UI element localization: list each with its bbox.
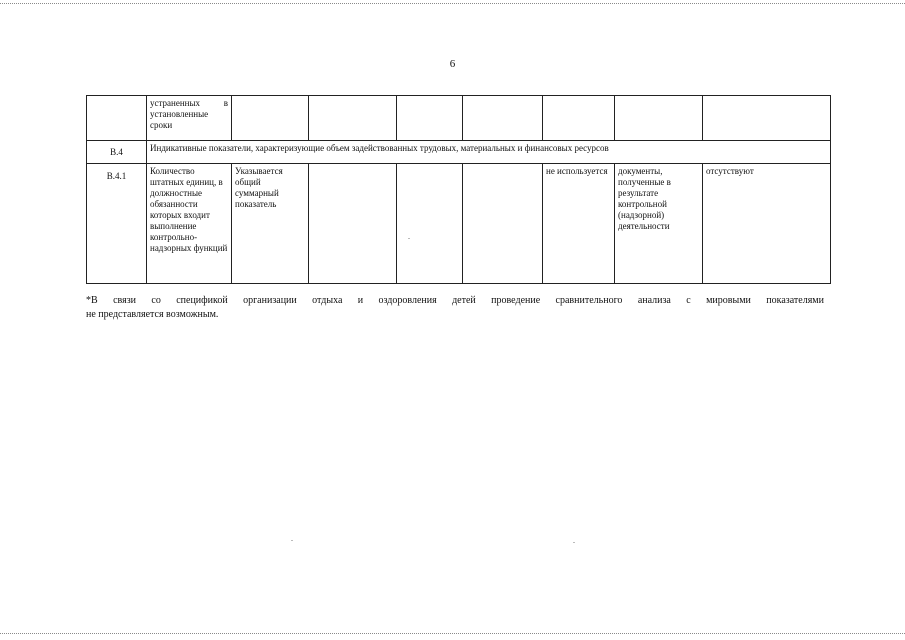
indicator-usage: не используется xyxy=(543,164,615,284)
table-cell xyxy=(703,96,831,141)
table-cell xyxy=(309,164,397,284)
indicator-code: В.4 xyxy=(87,141,147,164)
table-cell-name xyxy=(147,96,232,141)
indicator-source: документы, полученные в результате контрольной (надзорной) деятельности xyxy=(615,164,703,284)
table-row xyxy=(87,96,831,141)
table-cell xyxy=(397,96,463,141)
indicator-note: отсутствуют xyxy=(703,164,831,284)
table-cell xyxy=(463,164,543,284)
cell-text-line: сроки xyxy=(150,120,173,130)
section-title: Индикативные показатели, характеризующие объем задействованных трудовых, материальных и финансовых ресурсов xyxy=(147,141,831,164)
indicator-formula: Указывается общий суммарный показатель xyxy=(232,164,309,284)
scan-edge-top xyxy=(0,3,905,4)
indicator-name: Количество штатных единиц, в должностные обязанности которых входит выполнение контрольно-надзорных функций xyxy=(147,164,232,284)
table-row xyxy=(87,164,831,284)
table-cell xyxy=(615,96,703,141)
scan-speck xyxy=(291,540,293,541)
table-cell xyxy=(232,96,309,141)
table-row xyxy=(87,141,831,164)
table-cell xyxy=(543,96,615,141)
table-cell xyxy=(397,164,463,284)
scan-speck xyxy=(573,542,575,543)
cell-text-line: устраненных в xyxy=(150,98,228,108)
footnote-line: *В связи со спецификой организации отдыха и оздоровления детей проведение сравнительного анализа с мировыми показателями xyxy=(86,295,824,306)
footnote xyxy=(86,294,824,322)
page-number: 6 xyxy=(449,58,456,70)
table-cell xyxy=(463,96,543,141)
table-cell xyxy=(309,96,397,141)
scan-speck xyxy=(408,238,410,239)
table-cell-code xyxy=(87,96,147,141)
cell-text-line: установленные xyxy=(150,109,209,119)
indicator-code: В.4.1 xyxy=(87,164,147,284)
footnote-line: не представляется возможным. xyxy=(86,309,219,320)
scan-edge-bottom xyxy=(0,633,905,634)
indicators-table xyxy=(86,95,831,284)
